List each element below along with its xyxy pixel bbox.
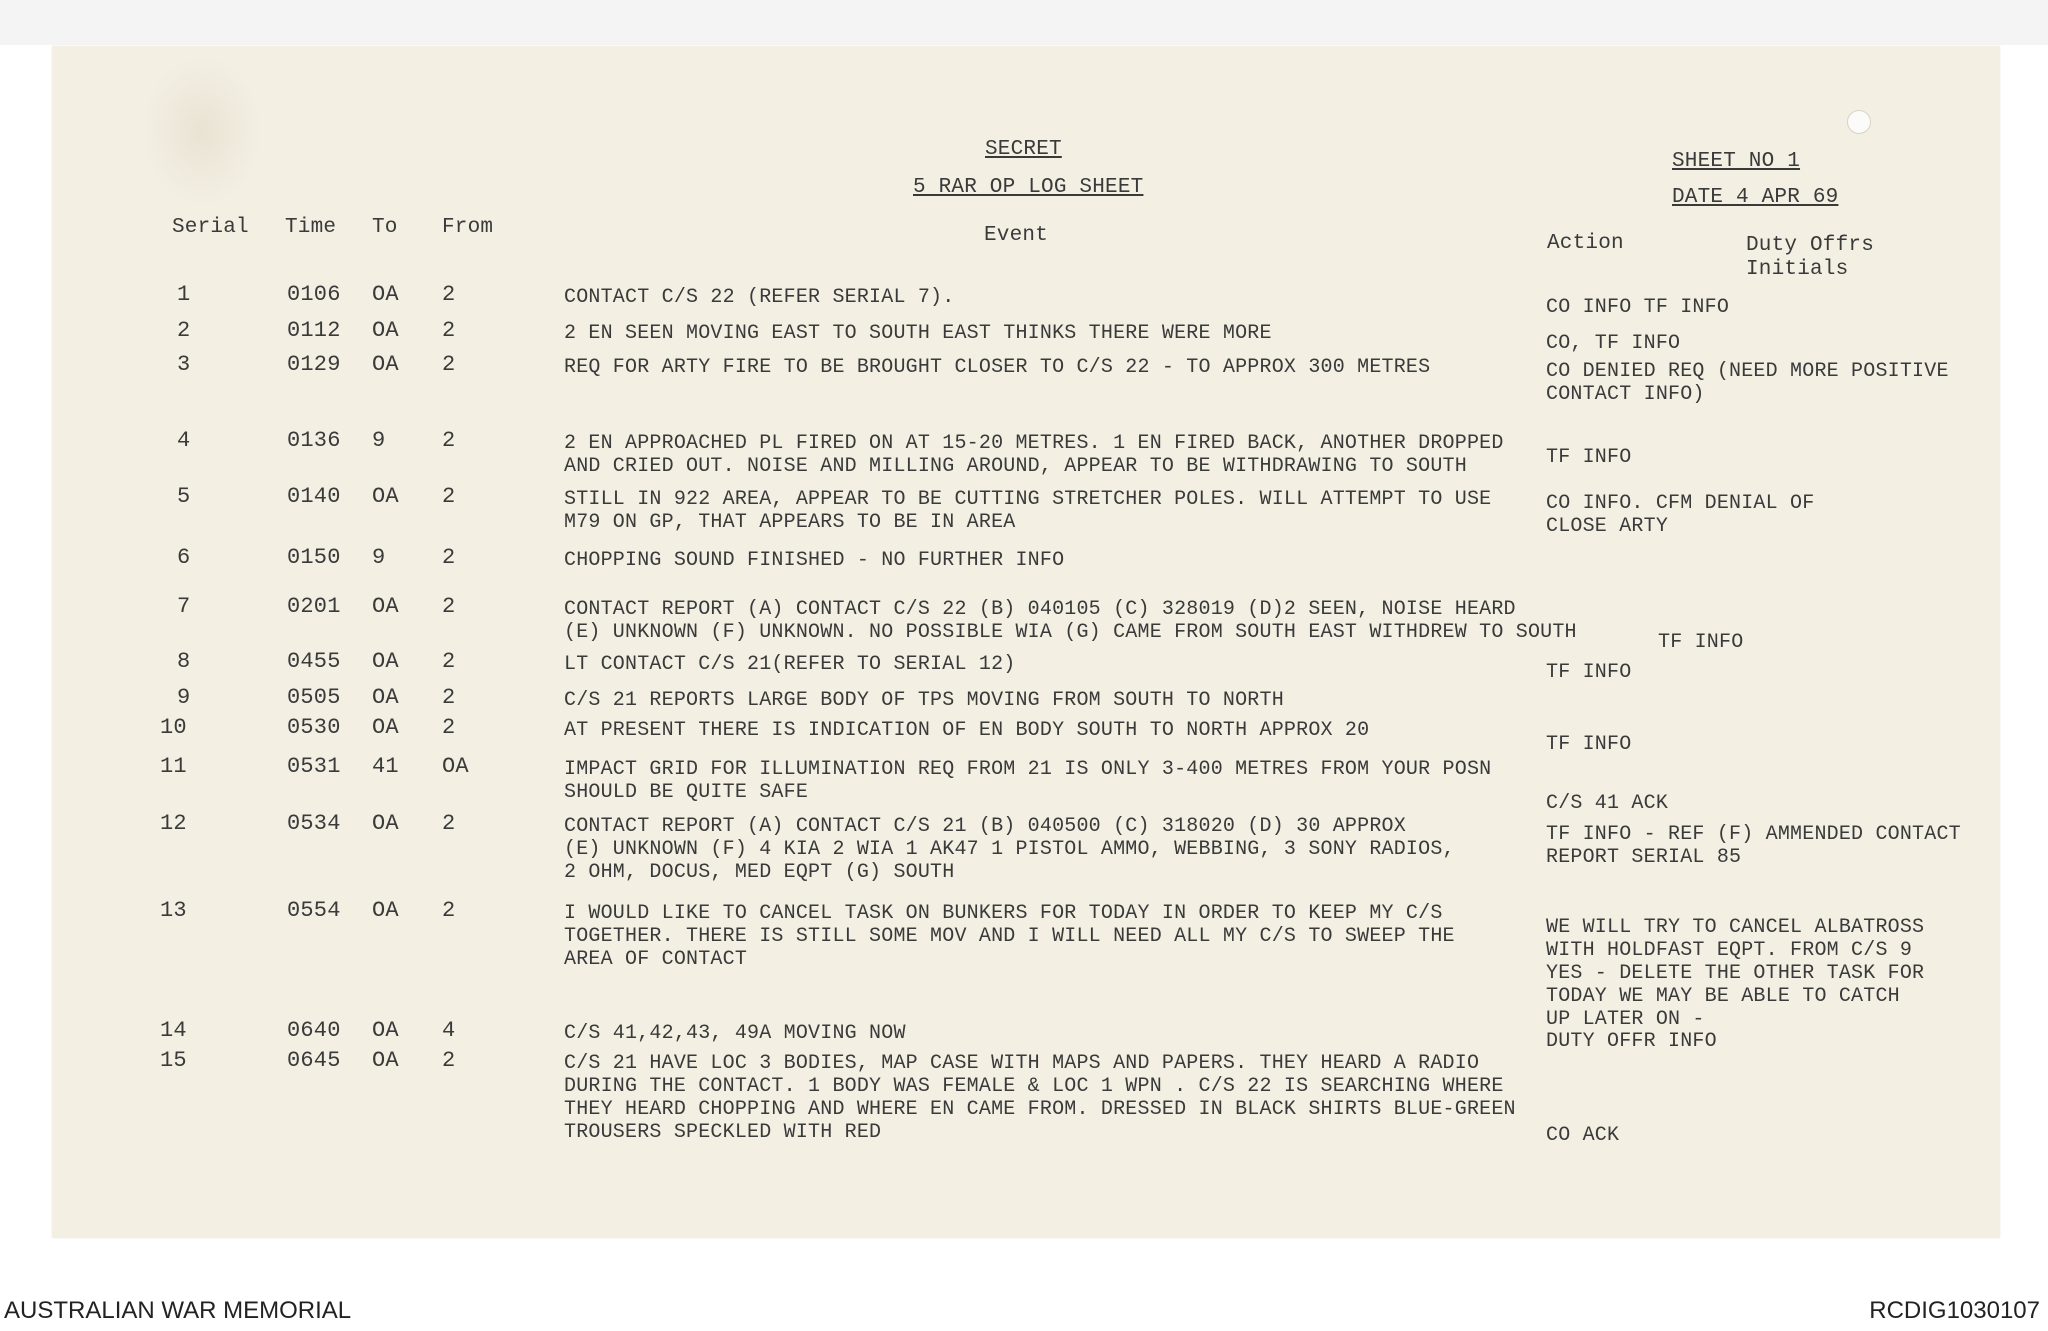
entry-event-line: C/S 21 REPORTS LARGE BODY OF TPS MOVING FROM SOUTH TO NORTH: [564, 689, 1284, 712]
entry-action-line: CO INFO. CFM DENIAL OF: [1546, 492, 1815, 515]
entry-action-line: REPORT SERIAL 85: [1546, 846, 1742, 869]
entry-event-line: C/S 41,42,43, 49A MOVING NOW: [564, 1022, 906, 1045]
entry-serial: 4: [177, 428, 191, 453]
col-header-from: From: [442, 216, 494, 239]
col-header-duty-line2: Initials: [1746, 258, 1849, 281]
entry-from: OA: [442, 754, 469, 779]
entry-event-line: SHOULD BE QUITE SAFE: [564, 781, 809, 804]
entry-action-line: CO, TF INFO: [1546, 332, 1681, 355]
entry-serial: 12: [160, 811, 187, 836]
entry-from: 2: [442, 352, 456, 377]
classification-label: SECRET: [985, 138, 1062, 161]
col-header-serial: Serial: [172, 216, 249, 239]
entry-to: OA: [372, 352, 399, 377]
entry-event-line: CONTACT REPORT (A) CONTACT C/S 21 (B) 040500 (C) 318020 (D) 30 APPROX: [564, 815, 1406, 838]
entry-action-line: CONTACT INFO): [1546, 383, 1705, 406]
entry-time: 0201: [287, 594, 341, 619]
entry-event-line: (E) UNKNOWN (F) UNKNOWN. NO POSSIBLE WIA (G) CAME FROM SOUTH EAST WITHDREW TO SOUTH: [564, 621, 1577, 644]
entry-to: 9: [372, 545, 386, 570]
entry-serial: 9: [177, 685, 191, 710]
log-sheet-page: [52, 46, 2000, 1238]
entry-to: OA: [372, 282, 399, 307]
col-header-duty-line1: Duty Offrs: [1746, 234, 1875, 257]
top-band: [0, 0, 2048, 45]
entry-action-line: C/S 41 ACK: [1546, 792, 1669, 815]
entry-event-line: THEY HEARD CHOPPING AND WHERE EN CAME FROM. DRESSED IN BLACK SHIRTS BLUE-GREEN: [564, 1098, 1516, 1121]
entry-event-line: C/S 21 HAVE LOC 3 BODIES, MAP CASE WITH MAPS AND PAPERS. THEY HEARD A RADIO: [564, 1052, 1480, 1075]
entry-time: 0640: [287, 1018, 341, 1043]
entry-time: 0554: [287, 898, 341, 923]
entry-to: OA: [372, 649, 399, 674]
entry-from: 2: [442, 594, 456, 619]
entry-from: 2: [442, 811, 456, 836]
entry-event-line: 2 EN SEEN MOVING EAST TO SOUTH EAST THINKS THERE WERE MORE: [564, 322, 1272, 345]
entry-event-line: CONTACT REPORT (A) CONTACT C/S 22 (B) 040105 (C) 328019 (D)2 SEEN, NOISE HEARD: [564, 598, 1516, 621]
footer-institution: AUSTRALIAN WAR MEMORIAL: [4, 1297, 352, 1324]
entry-action-line: TF INFO: [1546, 733, 1632, 756]
entry-event-line: AND CRIED OUT. NOISE AND MILLING AROUND, APPEAR TO BE WITHDRAWING TO SOUTH: [564, 455, 1467, 478]
entry-event-line: (E) UNKNOWN (F) 4 KIA 2 WIA 1 AK47 1 PISTOL AMMO, WEBBING, 3 SONY RADIOS,: [564, 838, 1455, 861]
entry-event-line: CONTACT C/S 22 (REFER SERIAL 7).: [564, 286, 955, 309]
entry-serial: 11: [160, 754, 187, 779]
footer-reference-id: RCDIG1030107: [1869, 1297, 2040, 1324]
paper-stain: [142, 56, 262, 206]
sheet-number: SHEET NO 1: [1672, 150, 1801, 173]
sheet-date: DATE 4 APR 69: [1672, 186, 1839, 209]
entry-from: 2: [442, 282, 456, 307]
entry-event-line: 2 OHM, DOCUS, MED EQPT (G) SOUTH: [564, 861, 955, 884]
entry-action-line: CO DENIED REQ (NEED MORE POSITIVE: [1546, 360, 1949, 383]
entry-to: OA: [372, 1048, 399, 1073]
entry-time: 0505: [287, 685, 341, 710]
entry-serial: 1: [177, 282, 191, 307]
entry-action-line: TF INFO: [1658, 631, 1744, 654]
col-header-to: To: [372, 216, 398, 239]
entry-time: 0129: [287, 352, 341, 377]
entry-from: 2: [442, 428, 456, 453]
entry-to: OA: [372, 811, 399, 836]
entry-from: 2: [442, 318, 456, 343]
col-header-action: Action: [1547, 232, 1624, 255]
entry-event-line: IMPACT GRID FOR ILLUMINATION REQ FROM 21 IS ONLY 3-400 METRES FROM YOUR POSN: [564, 758, 1492, 781]
entry-event-line: LT CONTACT C/S 21(REFER TO SERIAL 12): [564, 653, 1016, 676]
entry-to: OA: [372, 685, 399, 710]
entry-action-line: UP LATER ON -: [1546, 1008, 1705, 1031]
entry-action-line: DUTY OFFR INFO: [1546, 1030, 1717, 1053]
entry-from: 2: [442, 484, 456, 509]
entry-serial: 8: [177, 649, 191, 674]
entry-serial: 2: [177, 318, 191, 343]
punch-hole: [1847, 110, 1871, 134]
entry-time: 0530: [287, 715, 341, 740]
entry-event-line: TROUSERS SPECKLED WITH RED: [564, 1121, 882, 1144]
entry-from: 2: [442, 898, 456, 923]
entry-from: 4: [442, 1018, 456, 1043]
entry-serial: 15: [160, 1048, 187, 1073]
entry-action-line: WE WILL TRY TO CANCEL ALBATROSS: [1546, 916, 1925, 939]
entry-time: 0645: [287, 1048, 341, 1073]
entry-from: 2: [442, 545, 456, 570]
entry-event-line: 2 EN APPROACHED PL FIRED ON AT 15-20 METRES. 1 EN FIRED BACK, ANOTHER DROPPED: [564, 432, 1504, 455]
entry-action-line: TF INFO: [1546, 661, 1632, 684]
entry-time: 0531: [287, 754, 341, 779]
entry-event-line: CHOPPING SOUND FINISHED - NO FURTHER INFO: [564, 549, 1065, 572]
log-title: 5 RAR OP LOG SHEET: [913, 176, 1144, 199]
entry-to: OA: [372, 715, 399, 740]
entry-action-line: CO ACK: [1546, 1124, 1620, 1147]
entry-serial: 3: [177, 352, 191, 377]
entry-time: 0140: [287, 484, 341, 509]
entry-to: OA: [372, 594, 399, 619]
entry-action-line: TF INFO - REF (F) AMMENDED CONTACT: [1546, 823, 1961, 846]
col-header-event: Event: [984, 224, 1049, 247]
entry-time: 0534: [287, 811, 341, 836]
entry-event-line: TOGETHER. THERE IS STILL SOME MOV AND I WILL NEED ALL MY C/S TO SWEEP THE: [564, 925, 1455, 948]
entry-from: 2: [442, 649, 456, 674]
entry-action-line: WITH HOLDFAST EQPT. FROM C/S 9: [1546, 939, 1913, 962]
entry-serial: 5: [177, 484, 191, 509]
entry-event-line: STILL IN 922 AREA, APPEAR TO BE CUTTING STRETCHER POLES. WILL ATTEMPT TO USE: [564, 488, 1492, 511]
entry-to: 41: [372, 754, 399, 779]
entry-event-line: AT PRESENT THERE IS INDICATION OF EN BODY SOUTH TO NORTH APPROX 20: [564, 719, 1370, 742]
col-header-time: Time: [285, 216, 337, 239]
entry-serial: 7: [177, 594, 191, 619]
entry-action-line: YES - DELETE THE OTHER TASK FOR: [1546, 962, 1925, 985]
entry-action-line: CLOSE ARTY: [1546, 515, 1669, 538]
entry-serial: 14: [160, 1018, 187, 1043]
entry-time: 0136: [287, 428, 341, 453]
entry-event-line: I WOULD LIKE TO CANCEL TASK ON BUNKERS FOR TODAY IN ORDER TO KEEP MY C/S: [564, 902, 1443, 925]
entry-time: 0150: [287, 545, 341, 570]
entry-to: OA: [372, 318, 399, 343]
entry-event-line: DURING THE CONTACT. 1 BODY WAS FEMALE & LOC 1 WPN . C/S 22 IS SEARCHING WHERE: [564, 1075, 1504, 1098]
entry-to: OA: [372, 898, 399, 923]
entry-event-line: AREA OF CONTACT: [564, 948, 748, 971]
entry-action-line: CO INFO TF INFO: [1546, 296, 1730, 319]
entry-to: 9: [372, 428, 386, 453]
entry-serial: 10: [160, 715, 187, 740]
entry-event-line: REQ FOR ARTY FIRE TO BE BROUGHT CLOSER TO C/S 22 - TO APPROX 300 METRES: [564, 356, 1431, 379]
entry-serial: 6: [177, 545, 191, 570]
entry-from: 2: [442, 1048, 456, 1073]
entry-action-line: TF INFO: [1546, 446, 1632, 469]
entry-action-line: TODAY WE MAY BE ABLE TO CATCH: [1546, 985, 1900, 1008]
entry-time: 0106: [287, 282, 341, 307]
entry-to: OA: [372, 1018, 399, 1043]
entry-serial: 13: [160, 898, 187, 923]
entry-time: 0455: [287, 649, 341, 674]
entry-from: 2: [442, 715, 456, 740]
entry-to: OA: [372, 484, 399, 509]
entry-from: 2: [442, 685, 456, 710]
entry-time: 0112: [287, 318, 341, 343]
entry-event-line: M79 ON GP, THAT APPEARS TO BE IN AREA: [564, 511, 1016, 534]
